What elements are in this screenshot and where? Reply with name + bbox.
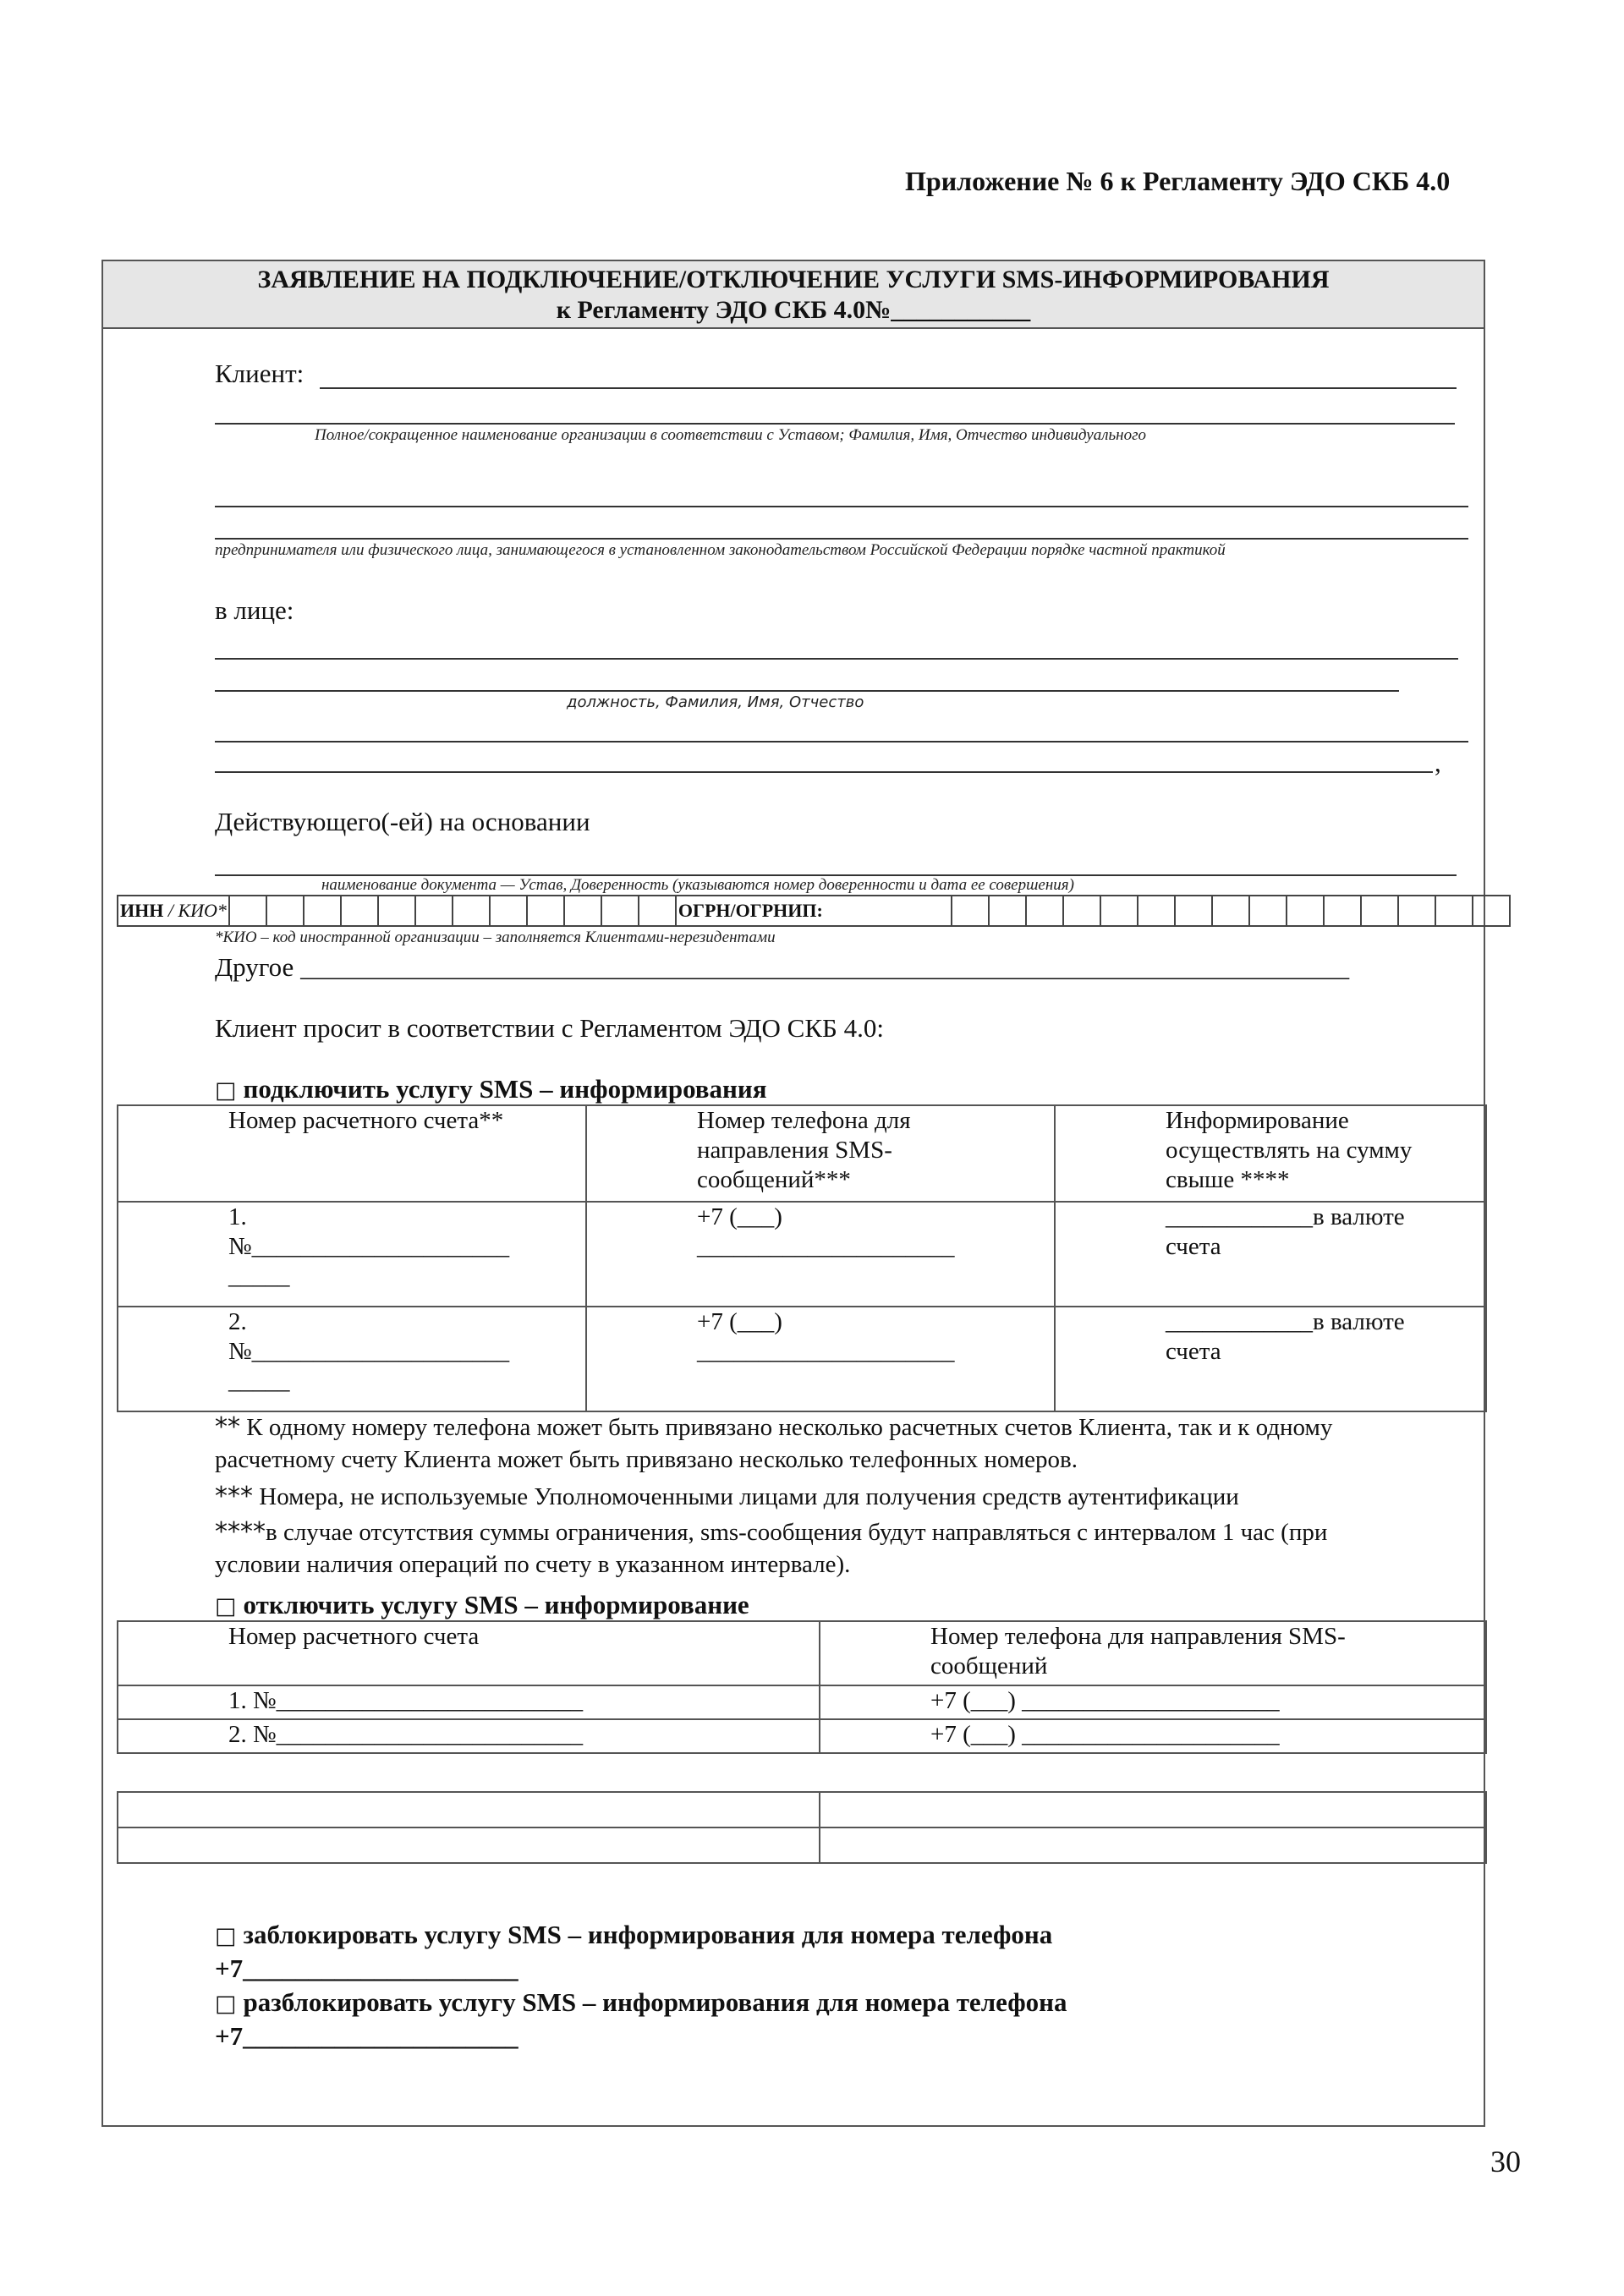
- person-field-line-1[interactable]: [215, 658, 1458, 660]
- unblock-phone-field[interactable]: +7_____________________: [215, 2021, 518, 2051]
- client-caption-1: Полное/сокращенное наименование организации в соответствии с Уставом; Фамилия, Имя, Отчество индивидуального: [315, 426, 1146, 444]
- connect-table: [117, 1104, 1487, 1412]
- ogrn-label: ОГРН/ОГРНИП:: [676, 896, 952, 926]
- empty-cell[interactable]: [118, 1792, 820, 1827]
- form-title-line2: к Регламенту ЭДО СКБ 4.0№___________: [556, 296, 1031, 324]
- empty-cell[interactable]: [118, 1827, 820, 1863]
- table-header-cell: Информирование осуществлять на сумму свыше ****: [1055, 1105, 1486, 1202]
- checkbox-icon[interactable]: □: [215, 1077, 237, 1104]
- account-cell[interactable]: 2. №_________________________: [118, 1719, 820, 1753]
- ogrn-digit-cell[interactable]: [1063, 896, 1100, 926]
- unblock-option[interactable]: [215, 1987, 1067, 2018]
- table-row: [118, 1685, 1486, 1719]
- ogrn-digit-cell[interactable]: [989, 896, 1026, 926]
- table-row: [118, 1202, 1486, 1307]
- empty-cell[interactable]: [820, 1827, 1486, 1863]
- inn-digit-cell[interactable]: [564, 896, 601, 926]
- disconnect-table: [117, 1620, 1487, 1754]
- empty-table: [117, 1791, 1487, 1864]
- checkbox-icon[interactable]: □: [215, 1593, 237, 1619]
- inn-digit-cell[interactable]: [601, 896, 639, 926]
- inn-digit-cell[interactable]: [378, 896, 415, 926]
- inn-digit-cell[interactable]: [341, 896, 378, 926]
- table-header-cell: Номер телефона для направления SMS-сообщений: [820, 1621, 1486, 1685]
- inn-digit-cell[interactable]: [415, 896, 453, 926]
- disconnect-title: отключить услугу SMS – информирование: [243, 1590, 749, 1619]
- ogrn-digit-cell[interactable]: [1212, 896, 1249, 926]
- appendix-header: Приложение № 6 к Регламенту ЭДО СКБ 4.0: [905, 166, 1451, 196]
- inn-digit-cell[interactable]: [490, 896, 527, 926]
- table-header-row: [118, 1105, 1486, 1202]
- page-number: 30: [1490, 2145, 1521, 2178]
- ogrn-digit-cell[interactable]: [1324, 896, 1361, 926]
- person-field-line-4[interactable]: [215, 771, 1433, 773]
- footnote: условии наличия операций по счету в указанном интервале).: [215, 1551, 851, 1578]
- checkbox-icon[interactable]: □: [215, 1991, 237, 2017]
- basis-label: Действующего(-ей) на основании: [215, 807, 590, 836]
- table-row: [118, 1792, 1486, 1827]
- inn-digit-cell[interactable]: [639, 896, 676, 926]
- inn-ogrn-grid: [117, 895, 1511, 927]
- block-title: заблокировать услугу SMS – информирования для номера телефона: [243, 1920, 1053, 1949]
- amount-cell[interactable]: ____________в валюте счета: [1055, 1307, 1486, 1411]
- connect-option[interactable]: [215, 1074, 767, 1104]
- ogrn-digit-cell[interactable]: [1138, 896, 1175, 926]
- ogrn-digit-cell[interactable]: [1100, 896, 1138, 926]
- block-option[interactable]: [215, 1920, 1052, 1950]
- ogrn-digit-cell[interactable]: [1398, 896, 1435, 926]
- ogrn-digit-cell[interactable]: [1249, 896, 1287, 926]
- account-cell[interactable]: 2. №_____________________ _____: [118, 1307, 586, 1411]
- client-field-line-2[interactable]: [215, 423, 1455, 425]
- client-label: Клиент:: [215, 359, 304, 388]
- ogrn-digit-cell[interactable]: [1287, 896, 1324, 926]
- unblock-title: разблокировать услугу SMS – информирования для номера телефона: [243, 1987, 1067, 2017]
- inn-digit-cell[interactable]: [229, 896, 266, 926]
- table-header-cell: Номер расчетного счета: [118, 1621, 820, 1685]
- amount-cell[interactable]: ____________в валюте счета: [1055, 1202, 1486, 1307]
- footnote: *** Номера, не используемые Уполномоченными лицами для получения средств аутентификации: [215, 1482, 1239, 1511]
- footnote: расчетному счету Клиента может быть привязано несколько телефонных номеров.: [215, 1446, 1078, 1473]
- ogrn-digit-cell[interactable]: [1175, 896, 1212, 926]
- table-header-row: [118, 1621, 1486, 1685]
- person-caption: должность, Фамилия, Имя, Отчество: [567, 693, 864, 711]
- footnotes: [215, 1412, 1332, 1585]
- block-phone-field[interactable]: +7_____________________: [215, 1954, 518, 1983]
- inn-digit-cell[interactable]: [266, 896, 304, 926]
- person-field-line-2[interactable]: [215, 690, 1399, 692]
- client-field-line-4[interactable]: [215, 538, 1468, 540]
- table-header-cell: Номер телефона для направления SMS-сообщений***: [586, 1105, 1055, 1202]
- person-label: в лице:: [215, 595, 294, 625]
- account-cell[interactable]: 1. №_________________________: [118, 1685, 820, 1719]
- client-field-line[interactable]: [320, 387, 1457, 389]
- person-field-line-3[interactable]: [215, 741, 1468, 743]
- disconnect-option[interactable]: [215, 1590, 749, 1620]
- checkbox-icon[interactable]: □: [215, 1923, 237, 1949]
- basis-caption: наименование документа — Устав, Доверенность (указываются номер доверенности и дата ее совершения): [321, 876, 1074, 894]
- account-cell[interactable]: 1. №_____________________ _____: [118, 1202, 586, 1307]
- kio-note: *КИО – код иностранной организации – заполняется Клиентами-нерезидентами: [215, 929, 776, 946]
- table-header-cell: Номер расчетного счета**: [118, 1105, 586, 1202]
- client-caption-2: предпринимателя или физического лица, занимающегося в установленном законодательством Российской Федерации порядке частной практикой: [215, 541, 1226, 559]
- phone-cell[interactable]: +7 (___) _____________________: [586, 1307, 1055, 1411]
- request-text: Клиент просит в соответствии с Регламентом ЭДО СКБ 4.0:: [215, 1013, 884, 1043]
- inn-digit-cell[interactable]: [304, 896, 341, 926]
- ogrn-digit-cell[interactable]: [1361, 896, 1398, 926]
- table-row: [118, 1719, 1486, 1753]
- inn-digit-cell[interactable]: [453, 896, 490, 926]
- form-title: [103, 261, 1484, 329]
- ogrn-digit-cell[interactable]: [1473, 896, 1510, 926]
- other-line[interactable]: Другое ________________________________________________________________________________: [215, 952, 1350, 982]
- empty-cell[interactable]: [820, 1792, 1486, 1827]
- table-row: [118, 1307, 1486, 1411]
- phone-cell[interactable]: +7 (___) _____________________: [586, 1202, 1055, 1307]
- form-title-line1: ЗАЯВЛЕНИЕ НА ПОДКЛЮЧЕНИЕ/ОТКЛЮЧЕНИЕ УСЛУГИ SMS-ИНФОРМИРОВАНИЯ: [257, 266, 1330, 293]
- ogrn-digit-cell[interactable]: [1026, 896, 1063, 926]
- client-field-line-3[interactable]: [215, 506, 1468, 507]
- table-row: [118, 1827, 1486, 1863]
- ogrn-digit-cell[interactable]: [1435, 896, 1473, 926]
- phone-cell[interactable]: +7 (___) _____________________: [820, 1719, 1486, 1753]
- footnote: ** К одному номеру телефона может быть привязано несколько расчетных счетов Клиента, так и к одному: [215, 1412, 1333, 1442]
- phone-cell[interactable]: +7 (___) _____________________: [820, 1685, 1486, 1719]
- connect-title: подключить услугу SMS – информирования: [243, 1074, 767, 1104]
- inn-label: ИНН / КИО*: [118, 896, 229, 926]
- ogrn-digit-cell[interactable]: [952, 896, 989, 926]
- person-comma: ,: [1435, 748, 1441, 777]
- footnote: ****в случае отсутствия суммы ограничения, sms-сообщения будут направляться с интервалом 1 час (при: [215, 1517, 1328, 1547]
- inn-digit-cell[interactable]: [527, 896, 564, 926]
